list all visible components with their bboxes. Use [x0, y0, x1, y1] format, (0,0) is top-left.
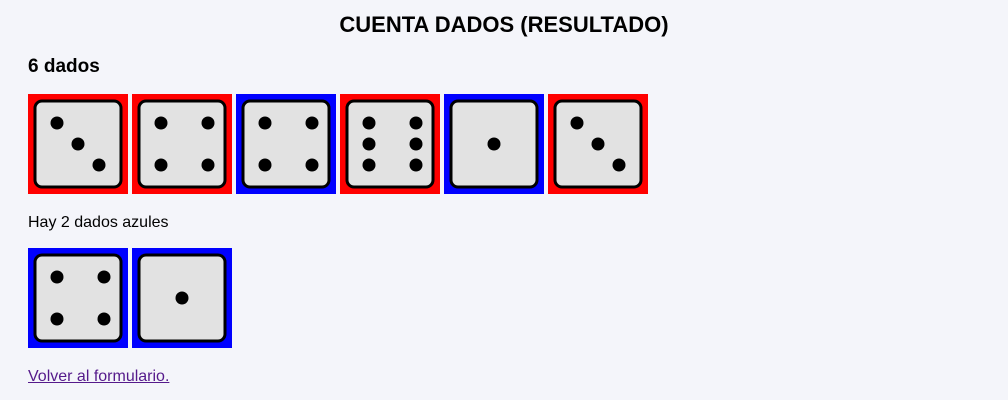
die-red-4 — [132, 94, 232, 194]
page-title: CUENTA DADOS (RESULTADO) — [339, 12, 669, 37]
die-pip — [259, 117, 272, 130]
back-to-form-link[interactable]: Volver al formulario. — [28, 368, 170, 385]
die-pip — [488, 138, 501, 151]
die-pip — [363, 117, 376, 130]
die-pip — [306, 159, 319, 172]
die-pip — [571, 117, 584, 130]
die-red-6 — [340, 94, 440, 194]
die-blue-4 — [28, 248, 128, 348]
die-pip — [72, 138, 85, 151]
die-pip — [51, 313, 64, 326]
die-pip — [410, 159, 423, 172]
die-blue-4 — [236, 94, 336, 194]
die-pip — [613, 159, 626, 172]
die-pip — [155, 117, 168, 130]
die-pip — [155, 159, 168, 172]
die-pip — [592, 138, 605, 151]
die-red-3 — [28, 94, 128, 194]
die-pip — [259, 159, 272, 172]
die-face — [139, 101, 225, 187]
die-pip — [202, 117, 215, 130]
die-pip — [176, 292, 189, 305]
die-blue-1 — [132, 248, 232, 348]
die-pip — [410, 117, 423, 130]
dice-count-heading: 6 dados — [28, 56, 100, 77]
die-pip — [51, 271, 64, 284]
die-face — [243, 101, 329, 187]
die-pip — [98, 271, 111, 284]
blue-dice-summary: Hay 2 dados azules — [28, 214, 169, 231]
die-pip — [306, 117, 319, 130]
blue-dice-row — [28, 248, 232, 348]
die-blue-1 — [444, 94, 544, 194]
die-face — [35, 255, 121, 341]
die-pip — [363, 138, 376, 151]
die-red-3 — [548, 94, 648, 194]
die-pip — [363, 159, 376, 172]
die-pip — [93, 159, 106, 172]
all-dice-row — [28, 94, 648, 194]
die-pip — [410, 138, 423, 151]
die-pip — [98, 313, 111, 326]
die-pip — [51, 117, 64, 130]
die-pip — [202, 159, 215, 172]
